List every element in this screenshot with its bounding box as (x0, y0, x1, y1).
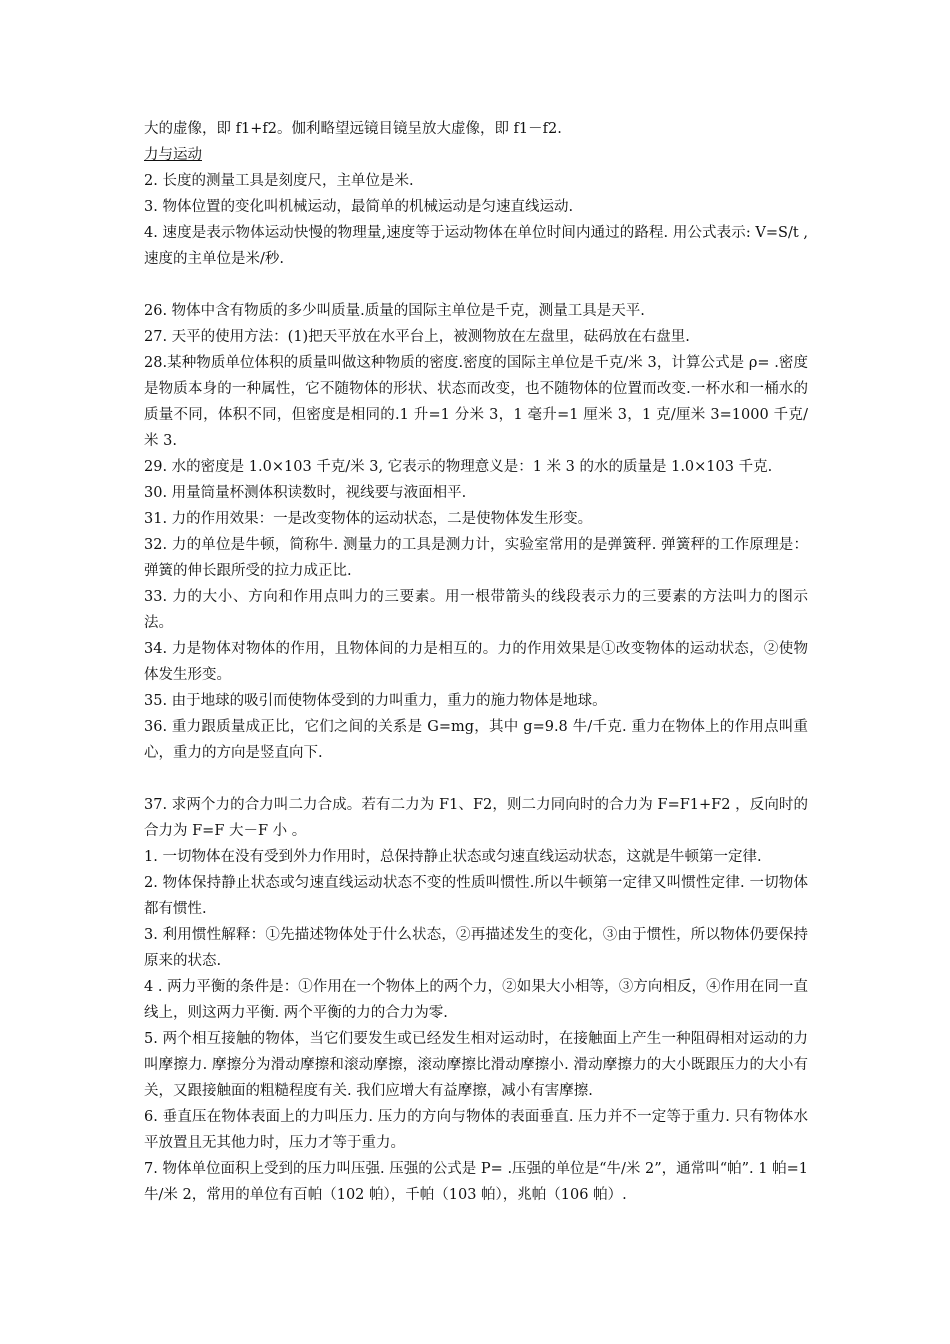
paragraph: 35. 由于地球的吸引而使物体受到的力叫重力，重力的施力物体是地球。 (144, 693, 607, 709)
paragraph: 1. 一切物体在没有受到外力作用时，总保持静止状态或匀速直线运动状态，这就是牛顿第一定律. (144, 849, 762, 865)
paragraph: 4. 速度是表示物体运动快慢的物理量,速度等于运动物体在单位时间内通过的路程. 用公式表示: V=S/t ,速度的主单位是米/秒. (144, 225, 808, 267)
document-page (144, 116, 808, 1208)
paragraph: 6. 垂直压在物体表面上的力叫压力. 压力的方向与物体的表面垂直. 压力并不一定等于重力. 只有物体水平放置且无其他力时，压力才等于重力。 (144, 1109, 808, 1151)
blank-line (144, 272, 808, 298)
paragraph: 27. 天平的使用方法：(1)把天平放在水平台上，被测物放在左盘里，砝码放在右盘里. (144, 329, 690, 345)
paragraph: 36. 重力跟质量成正比，它们之间的关系是 G=mg，其中 g=9.8 牛/千克. 重力在物体上的作用点叫重心，重力的方向是竖直向下. (144, 719, 808, 761)
paragraph: 3. 物体位置的变化叫机械运动，最简单的机械运动是匀速直线运动. (144, 199, 574, 215)
paragraph: 28.某种物质单位体积的质量叫做这种物质的密度.密度的国际主单位是千克/米 3，计算公式是 ρ= .密度是物质本身的一种属性，它不随物体的形状、状态而改变，也不随物体的位置而改变.一杯水和一桶水的质量不同，体积不同，但密度是相同的.1 升=1 分米 3，1 毫升=1 厘米 3，1 克/厘米 3=1000 千克/米 3. (144, 355, 808, 449)
paragraph: 2. 物体保持静止状态或匀速直线运动状态不变的性质叫惯性.所以牛顿第一定律又叫惯性定律. 一切物体都有惯性. (144, 875, 808, 917)
paragraph: 5. 两个相互接触的物体，当它们要发生或已经发生相对运动时，在接触面上产生一种阻碍相对运动的力叫摩擦力. 摩擦分为滑动摩擦和滚动摩擦，滚动摩擦比滑动摩擦小. 滑动摩擦力的大小既跟压力的大小有关，又跟接触面的粗糙程度有关. 我们应增大有益摩擦，减小有害摩擦. (144, 1031, 808, 1099)
paragraph: 32. 力的单位是牛顿，简称牛. 测量力的工具是测力计，实验室常用的是弹簧秤. 弹簧秤的工作原理是：弹簧的伸长跟所受的拉力成正比. (144, 537, 808, 579)
paragraph: 34. 力是物体对物体的作用，且物体间的力是相互的。力的作用效果是①改变物体的运动状态，②使物体发生形变。 (144, 641, 808, 683)
paragraph: 37. 求两个力的合力叫二力合成。若有二力为 F1、F2，则二力同向时的合力为 F=F1+F2 ，反向时的合力为 F=F 大－F 小 。 (144, 797, 808, 839)
paragraph: 33. 力的大小、方向和作用点叫力的三要素。用一根带箭头的线段表示力的三要素的方法叫力的图示法。 (144, 589, 808, 631)
paragraph: 2. 长度的测量工具是刻度尺，主单位是米. (144, 173, 414, 189)
paragraph: 大的虚像，即 f1+f2。伽利略望远镜目镜呈放大虚像，即 f1－f2. (144, 121, 562, 137)
paragraph: 30. 用量筒量杯测体积读数时，视线要与液面相平. (144, 485, 467, 501)
paragraph: 4 . 两力平衡的条件是：①作用在一个物体上的两个力，②如果大小相等，③方向相反，④作用在同一直线上，则这两力平衡. 两个平衡的力的合力为零. (144, 979, 808, 1021)
blank-line (144, 766, 808, 792)
paragraph: 7. 物体单位面积上受到的压力叫压强. 压强的公式是 P= .压强的单位是“牛/米 2”，通常叫“帕”. 1 帕=1 牛/米 2，常用的单位有百帕（102 帕），千帕（103 帕），兆帕（106 帕）. (144, 1161, 808, 1203)
paragraph: 31. 力的作用效果：一是改变物体的运动状态，二是使物体发生形变。 (144, 511, 593, 527)
paragraph: 29. 水的密度是 1.0×103 千克/米 3, 它表示的物理意义是：1 米 3 的水的质量是 1.0×103 千克. (144, 459, 773, 475)
paragraph: 26. 物体中含有物质的多少叫质量.质量的国际主单位是千克，测量工具是天平. (144, 303, 645, 319)
paragraph: 3. 利用惯性解释：①先描述物体处于什么状态，②再描述发生的变化，③由于惯性，所以物体仍要保持原来的状态. (144, 927, 808, 969)
section-title: 力与运动 (144, 147, 202, 163)
